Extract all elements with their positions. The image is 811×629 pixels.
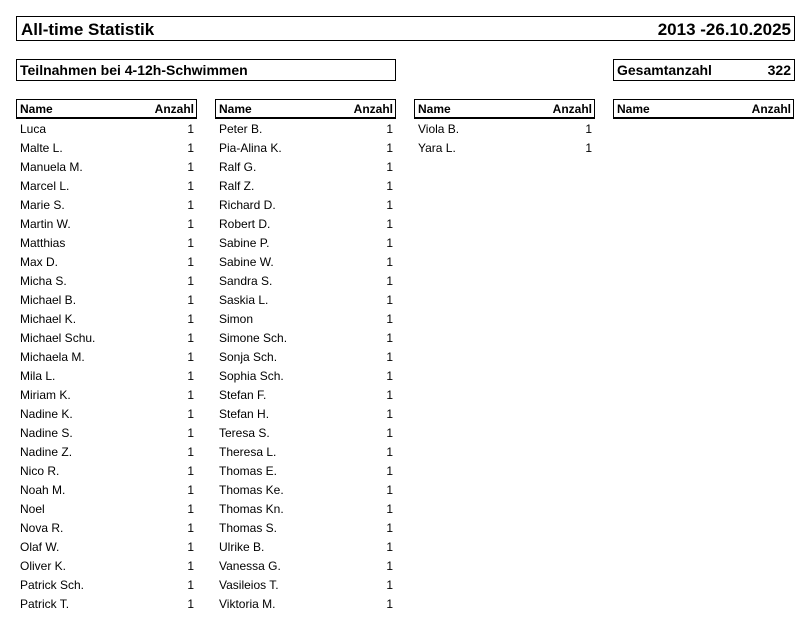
table-row xyxy=(16,157,197,176)
table-row xyxy=(16,214,197,233)
participant-name: Thomas S. xyxy=(219,521,278,535)
participants-column-1 xyxy=(16,99,197,613)
table-row xyxy=(16,309,197,328)
table-row xyxy=(16,271,197,290)
participant-name: Sonja Sch. xyxy=(219,350,278,364)
participant-count: 1 xyxy=(187,179,194,193)
participant-count: 1 xyxy=(386,464,393,478)
participant-count: 1 xyxy=(187,426,194,440)
table-row xyxy=(414,138,595,157)
table-row xyxy=(215,309,396,328)
table-row xyxy=(215,119,396,138)
participant-count: 1 xyxy=(386,312,393,326)
participant-count: 1 xyxy=(187,217,194,231)
table-row xyxy=(16,252,197,271)
participant-count: 1 xyxy=(386,141,393,155)
participant-name: Simon xyxy=(219,312,254,326)
table-row xyxy=(215,138,396,157)
participant-count: 1 xyxy=(386,198,393,212)
table-row xyxy=(16,423,197,442)
participant-count: 1 xyxy=(386,426,393,440)
participant-count: 1 xyxy=(187,141,194,155)
participant-name: Viktoria M. xyxy=(219,597,276,611)
participant-name: Stefan H. xyxy=(219,407,270,421)
participant-count: 1 xyxy=(386,559,393,573)
participant-name: Mila L. xyxy=(20,369,56,383)
table-row xyxy=(16,138,197,157)
participant-count: 1 xyxy=(386,160,393,174)
table-row xyxy=(16,537,197,556)
column-header-name: Name xyxy=(20,102,53,116)
column-header xyxy=(613,99,794,119)
participant-count: 1 xyxy=(187,407,194,421)
participant-name: Stefan F. xyxy=(219,388,267,402)
table-row xyxy=(215,461,396,480)
participant-count: 1 xyxy=(187,255,194,269)
participant-name: Miriam K. xyxy=(20,388,71,402)
section-title-box xyxy=(16,59,396,81)
table-row xyxy=(16,499,197,518)
participant-name: Sabine P. xyxy=(219,236,270,250)
table-row xyxy=(215,176,396,195)
participant-count: 1 xyxy=(187,464,194,478)
participant-name: Martin W. xyxy=(20,217,71,231)
participant-count: 1 xyxy=(187,236,194,250)
title-bar xyxy=(16,16,795,41)
participant-name: Richard D. xyxy=(219,198,276,212)
participant-count: 1 xyxy=(386,483,393,497)
participants-column-3 xyxy=(414,99,595,157)
table-row xyxy=(16,119,197,138)
participant-count: 1 xyxy=(585,141,592,155)
participant-name: Marie S. xyxy=(20,198,65,212)
table-row xyxy=(215,366,396,385)
participant-count: 1 xyxy=(187,312,194,326)
participant-count: 1 xyxy=(187,521,194,535)
participant-name: Sabine W. xyxy=(219,255,274,269)
column-header-name: Name xyxy=(418,102,451,116)
column-header xyxy=(16,99,197,119)
participant-name: Sandra S. xyxy=(219,274,273,288)
participant-name: Thomas Ke. xyxy=(219,483,284,497)
table-row xyxy=(215,195,396,214)
table-row xyxy=(215,328,396,347)
participant-count: 1 xyxy=(187,502,194,516)
participant-count: 1 xyxy=(386,369,393,383)
table-row xyxy=(215,347,396,366)
table-row xyxy=(215,480,396,499)
participant-name: Michael B. xyxy=(20,293,77,307)
participant-count: 1 xyxy=(386,445,393,459)
participant-name: Yara L. xyxy=(418,141,456,155)
column-header-name: Name xyxy=(617,102,650,116)
table-row xyxy=(16,328,197,347)
table-row xyxy=(215,404,396,423)
page-title: All-time Statistik xyxy=(21,20,155,39)
table-row xyxy=(16,518,197,537)
participant-name: Oliver K. xyxy=(20,559,67,573)
table-row xyxy=(16,176,197,195)
participant-count: 1 xyxy=(386,597,393,611)
participant-name: Thomas E. xyxy=(219,464,278,478)
participant-name: Nadine S. xyxy=(20,426,73,440)
participant-name: Nova R. xyxy=(20,521,64,535)
total-label: Gesamtanzahl xyxy=(617,62,712,78)
participant-name: Patrick Sch. xyxy=(20,578,85,592)
participant-name: Thomas Kn. xyxy=(219,502,284,516)
participant-count: 1 xyxy=(187,559,194,573)
table-row xyxy=(215,537,396,556)
participant-count: 1 xyxy=(187,331,194,345)
participants-column-4 xyxy=(613,99,794,119)
table-row xyxy=(16,480,197,499)
total-value: 322 xyxy=(767,62,791,78)
table-row xyxy=(16,347,197,366)
participant-name: Micha S. xyxy=(20,274,67,288)
participant-name: Ulrike B. xyxy=(219,540,265,554)
participant-count: 1 xyxy=(187,198,194,212)
total-box xyxy=(613,59,795,81)
participant-count: 1 xyxy=(187,540,194,554)
participant-count: 1 xyxy=(187,293,194,307)
column-header-count: Anzahl xyxy=(751,102,791,116)
table-row xyxy=(215,385,396,404)
participant-name: Patrick T. xyxy=(20,597,70,611)
participant-name: Noel xyxy=(20,502,45,516)
participant-name: Vanessa G. xyxy=(219,559,281,573)
participant-name: Saskia L. xyxy=(219,293,269,307)
participant-count: 1 xyxy=(386,179,393,193)
participant-count: 1 xyxy=(187,483,194,497)
participant-name: Michaela M. xyxy=(20,350,85,364)
participant-name: Luca xyxy=(20,122,47,136)
column-header-count: Anzahl xyxy=(353,102,393,116)
participant-name: Michael Schu. xyxy=(20,331,96,345)
table-row xyxy=(16,290,197,309)
participant-count: 1 xyxy=(386,407,393,421)
column-header-count: Anzahl xyxy=(154,102,194,116)
table-row xyxy=(215,423,396,442)
participant-name: Peter B. xyxy=(219,122,263,136)
table-row xyxy=(16,442,197,461)
section-title: Teilnahmen bei 4-12h-Schwimmen xyxy=(20,62,248,78)
participant-count: 1 xyxy=(187,160,194,174)
participant-name: Nadine Z. xyxy=(20,445,73,459)
participant-name: Nico R. xyxy=(20,464,60,478)
participant-count: 1 xyxy=(386,350,393,364)
table-row xyxy=(215,518,396,537)
table-row xyxy=(215,157,396,176)
participant-count: 1 xyxy=(386,122,393,136)
table-row xyxy=(16,556,197,575)
table-row xyxy=(16,461,197,480)
table-row xyxy=(16,366,197,385)
table-row xyxy=(215,252,396,271)
participant-name: Max D. xyxy=(20,255,59,269)
table-row xyxy=(215,594,396,613)
table-row xyxy=(414,119,595,138)
table-row xyxy=(215,442,396,461)
participant-name: Michael K. xyxy=(20,312,77,326)
table-row xyxy=(16,404,197,423)
participant-name: Sophia Sch. xyxy=(219,369,284,383)
table-row xyxy=(215,271,396,290)
participant-name: Olaf W. xyxy=(20,540,60,554)
participant-count: 1 xyxy=(386,255,393,269)
participant-name: Nadine K. xyxy=(20,407,73,421)
column-header-count: Anzahl xyxy=(552,102,592,116)
participant-name: Noah M. xyxy=(20,483,66,497)
participant-count: 1 xyxy=(386,502,393,516)
participant-count: 1 xyxy=(187,122,194,136)
participant-name: Malte L. xyxy=(20,141,63,155)
participant-count: 1 xyxy=(187,445,194,459)
participant-count: 1 xyxy=(386,388,393,402)
participant-count: 1 xyxy=(386,578,393,592)
date-range: 2013 -26.10.2025 xyxy=(657,20,791,39)
participant-count: 1 xyxy=(187,578,194,592)
participant-count: 1 xyxy=(187,597,194,611)
participant-count: 1 xyxy=(386,236,393,250)
participant-name: Ralf G. xyxy=(219,160,257,174)
participant-name: Vasileios T. xyxy=(219,578,279,592)
table-row xyxy=(215,556,396,575)
participant-count: 1 xyxy=(386,217,393,231)
participant-count: 1 xyxy=(386,521,393,535)
participant-count: 1 xyxy=(187,274,194,288)
table-row xyxy=(16,233,197,252)
participant-name: Manuela M. xyxy=(20,160,83,174)
participant-count: 1 xyxy=(386,331,393,345)
table-row xyxy=(215,233,396,252)
participant-count: 1 xyxy=(187,350,194,364)
participant-name: Marcel L. xyxy=(20,179,70,193)
table-row xyxy=(16,594,197,613)
participant-list xyxy=(215,119,396,613)
participant-count: 1 xyxy=(187,388,194,402)
participant-list xyxy=(414,119,595,157)
participant-count: 1 xyxy=(386,540,393,554)
table-row xyxy=(16,195,197,214)
table-row xyxy=(215,499,396,518)
participant-name: Viola B. xyxy=(418,122,460,136)
table-row xyxy=(215,575,396,594)
table-row xyxy=(215,214,396,233)
table-row xyxy=(16,385,197,404)
participant-name: Ralf Z. xyxy=(219,179,255,193)
participant-name: Robert D. xyxy=(219,217,271,231)
participant-name: Pia-Alina K. xyxy=(219,141,282,155)
participant-list xyxy=(16,119,197,613)
participant-name: Theresa L. xyxy=(219,445,277,459)
participant-name: Matthias xyxy=(20,236,66,250)
participant-name: Teresa S. xyxy=(219,426,270,440)
column-header-name: Name xyxy=(219,102,252,116)
column-header xyxy=(215,99,396,119)
table-row xyxy=(16,575,197,594)
participants-column-2 xyxy=(215,99,396,613)
participant-count: 1 xyxy=(187,369,194,383)
participant-count: 1 xyxy=(585,122,592,136)
participant-count: 1 xyxy=(386,274,393,288)
table-row xyxy=(215,290,396,309)
participant-count: 1 xyxy=(386,293,393,307)
column-header xyxy=(414,99,595,119)
participant-name: Simone Sch. xyxy=(219,331,288,345)
